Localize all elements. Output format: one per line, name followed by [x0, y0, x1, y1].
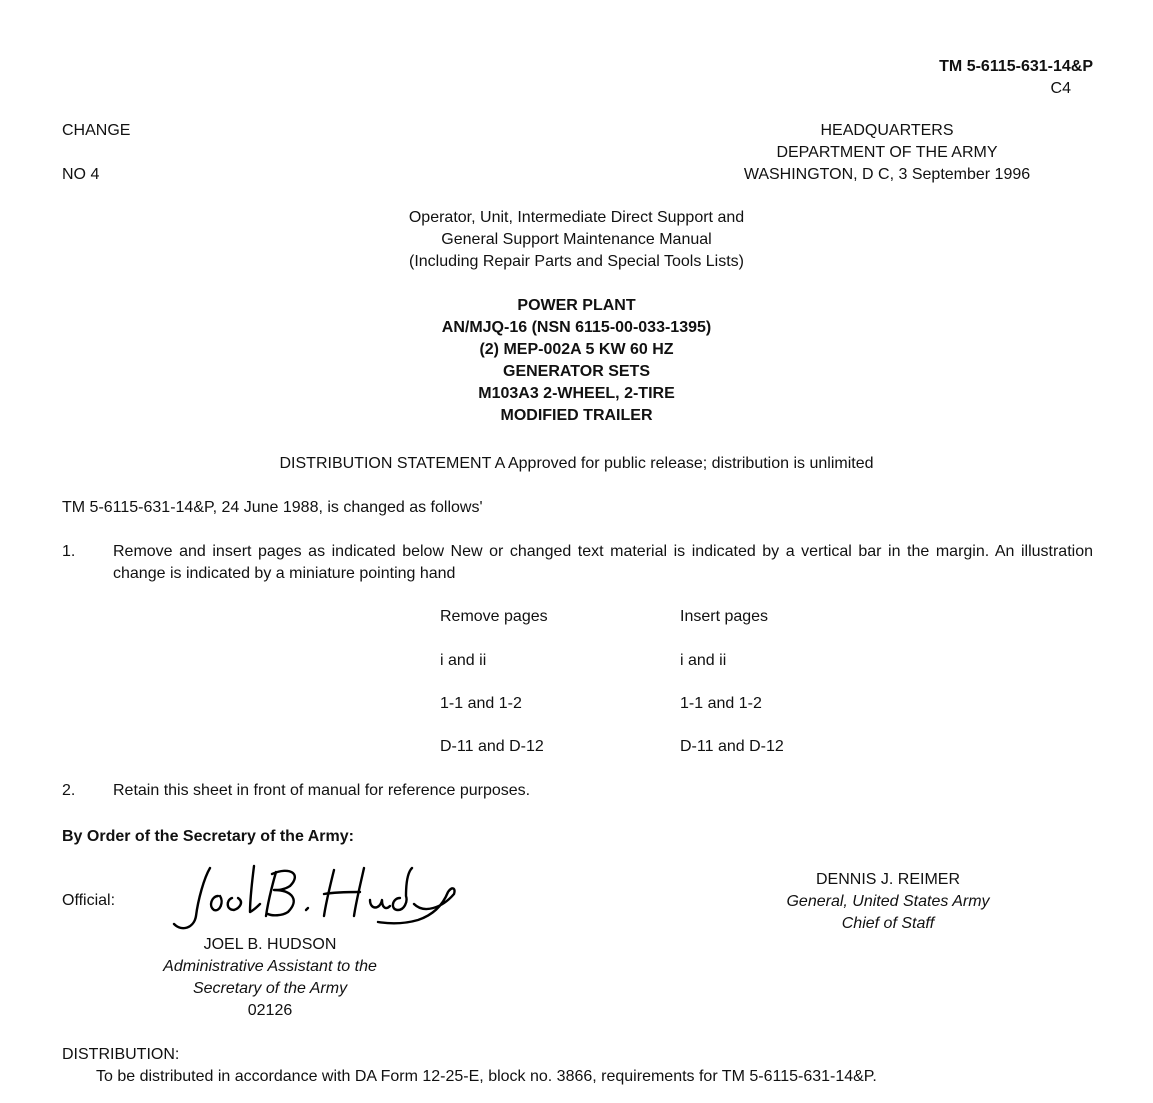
- manual-description: [300, 207, 853, 273]
- official-name: JOEL B. HUDSON: [203, 936, 337, 953]
- chief-title-2: Chief of Staff: [841, 915, 935, 932]
- table-cell: D-11 and D-12: [440, 738, 544, 755]
- intro-text: TM 5-6115-631-14&P, 24 June 1988, is changed as follows': [62, 499, 483, 516]
- table-cell: D-11 and D-12: [680, 738, 784, 755]
- hq-line-2: DEPARTMENT OF THE ARMY: [776, 144, 998, 161]
- table-cell: 1-1 and 1-2: [440, 695, 522, 712]
- equipment-title: [300, 295, 853, 427]
- distribution-text: To be distributed in accordance with DA Form 12-25-E, block no. 3866, requirements for TM 5-6115-631-14&P.: [96, 1068, 877, 1085]
- order-line: By Order of the Secretary of the Army:: [62, 828, 354, 845]
- signature: [168, 858, 458, 938]
- title-line-1: POWER PLANT: [517, 297, 636, 314]
- chief-block: [740, 869, 1036, 935]
- title-line-4: GENERATOR SETS: [503, 363, 650, 380]
- table-cell: i and ii: [680, 652, 727, 669]
- table-header-remove: Remove pages: [440, 608, 548, 625]
- official-title-1: Administrative Assistant to the: [163, 958, 377, 975]
- document-id: TM 5-6115-631-14&P: [939, 58, 1093, 75]
- official-label: Official:: [62, 892, 116, 909]
- official-title-2: Secretary of the Army: [192, 980, 348, 997]
- item-text: Remove and insert pages as indicated below New or changed text material is indicated by a vertical bar in the margin. An illustration change is indicated by a miniature pointing hand: [113, 543, 1093, 582]
- table-cell: 1-1 and 1-2: [680, 695, 762, 712]
- title-line-6: MODIFIED TRAILER: [500, 407, 653, 424]
- item-text: Retain this sheet in front of manual for reference purposes.: [113, 782, 531, 799]
- manual-line-3: (Including Repair Parts and Special Tools Lists): [409, 253, 744, 270]
- table-header-insert: Insert pages: [680, 608, 769, 625]
- title-line-2: AN/MJQ-16 (NSN 6115-00-033-1395): [441, 319, 712, 336]
- chief-title-1: General, United States Army: [786, 893, 990, 910]
- hq-line-1: HEADQUARTERS: [820, 122, 954, 139]
- manual-line-2: General Support Maintenance Manual: [441, 231, 712, 248]
- headquarters-block: [700, 120, 1074, 186]
- official-code: 02126: [247, 1002, 293, 1019]
- manual-line-1: Operator, Unit, Intermediate Direct Support and: [408, 209, 745, 226]
- change-number: NO 4: [62, 166, 100, 183]
- chief-name: DENNIS J. REIMER: [815, 871, 960, 888]
- item-number: 2.: [62, 782, 76, 799]
- hq-line-3: WASHINGTON, D C, 3 September 1996: [743, 166, 1031, 183]
- distribution-statement: DISTRIBUTION STATEMENT A Approved for public release; distribution is unlimited: [279, 455, 874, 472]
- table-cell: i and ii: [440, 652, 487, 669]
- title-line-5: M103A3 2-WHEEL, 2-TIRE: [478, 385, 675, 402]
- change-code: C4: [1050, 80, 1071, 97]
- title-line-3: (2) MEP-002A 5 KW 60 HZ: [479, 341, 674, 358]
- distribution-label: DISTRIBUTION:: [62, 1046, 180, 1063]
- official-block: [130, 934, 410, 1022]
- item-number: 1.: [62, 543, 76, 560]
- change-label: CHANGE: [62, 122, 131, 139]
